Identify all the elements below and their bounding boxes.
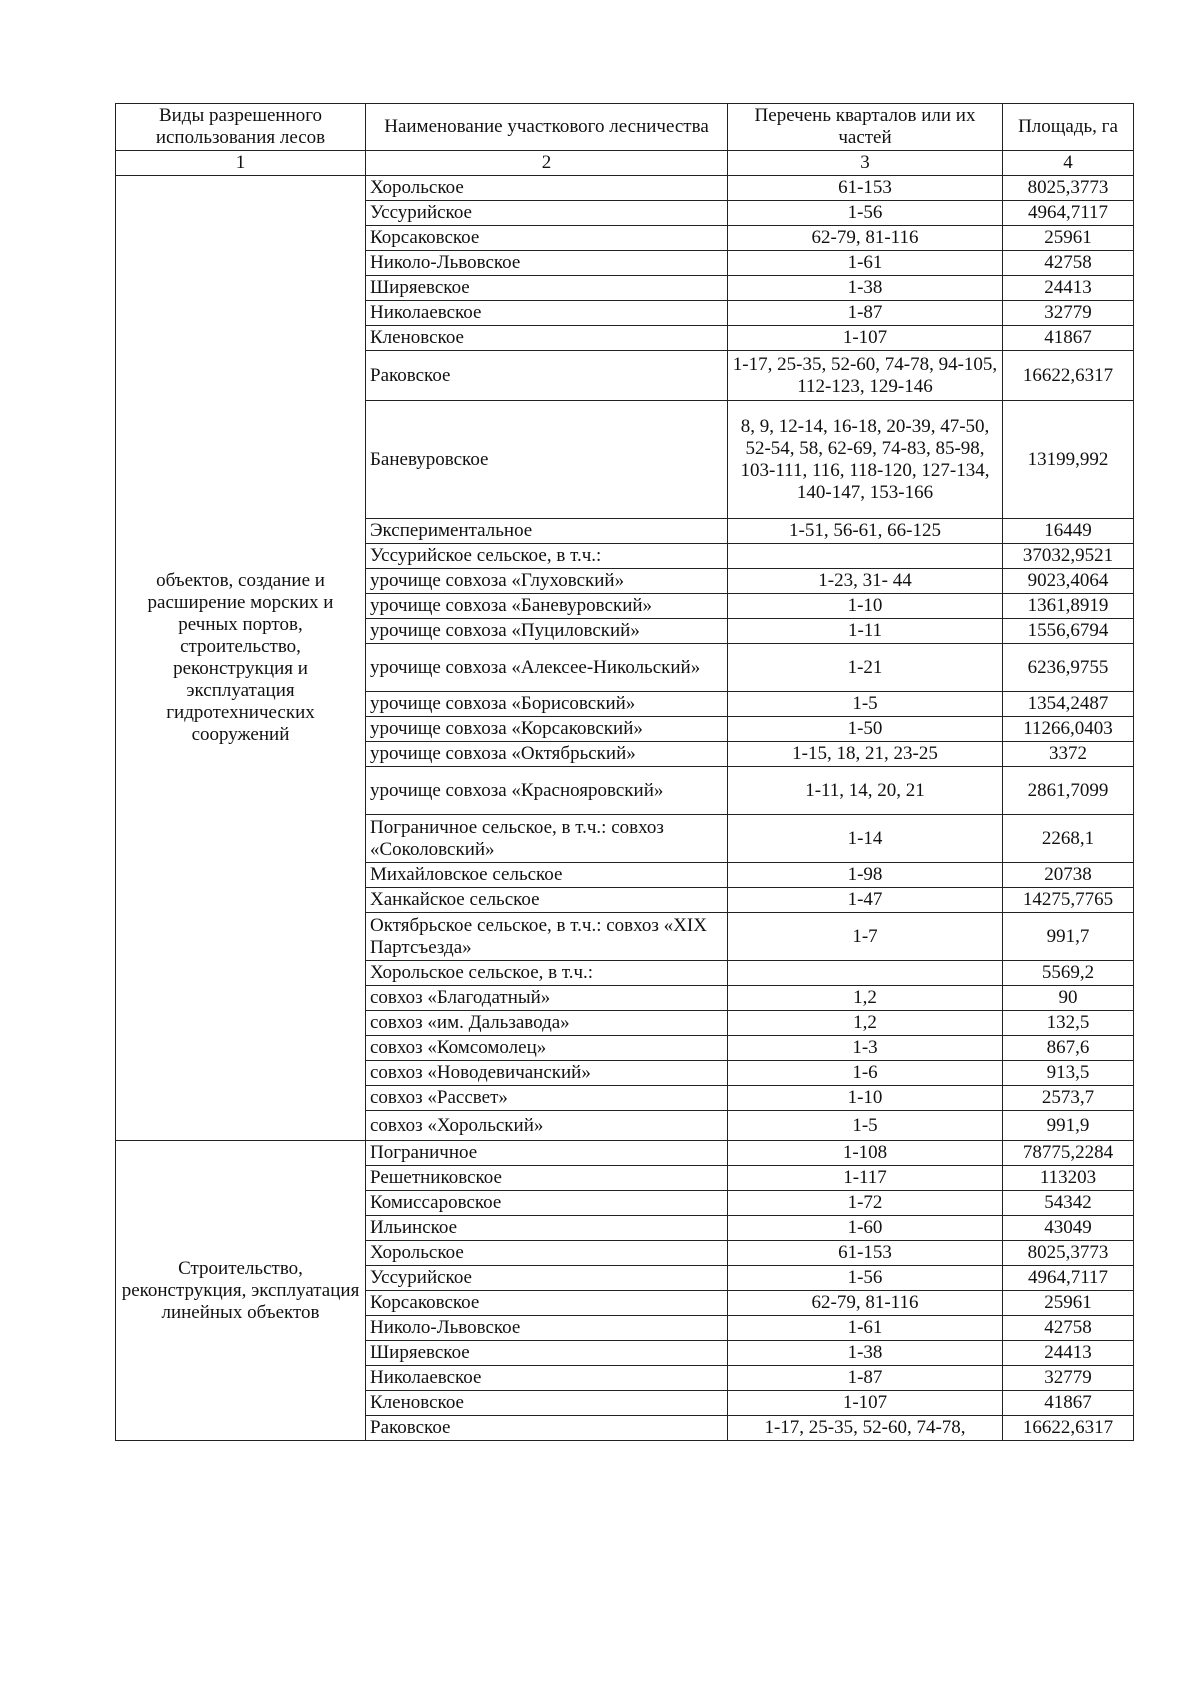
use-type-cell: объектов, создание и расширение морских и речных портов, строительство, реконструкция и эксплуатация гидротехнических сооружений [116, 176, 366, 1141]
quarters-cell: 61-153 [728, 176, 1003, 201]
header-quarters: Перечень кварталов или их частей [728, 104, 1003, 151]
header-row [116, 104, 1134, 151]
quarters-cell: 1-72 [728, 1191, 1003, 1216]
area-cell: 1354,2487 [1003, 692, 1134, 717]
area-cell: 32779 [1003, 301, 1134, 326]
quarters-cell: 1-61 [728, 251, 1003, 276]
quarters-cell: 1-60 [728, 1216, 1003, 1241]
forestry-name-cell: Октябрьское сельское, в т.ч.: совхоз «XIX Партсъезда» [366, 913, 728, 961]
quarters-cell: 1-107 [728, 1391, 1003, 1416]
area-cell: 5569,2 [1003, 961, 1134, 986]
quarters-cell: 1-5 [728, 1111, 1003, 1141]
quarters-cell: 1-11, 14, 20, 21 [728, 767, 1003, 815]
area-cell: 13199,992 [1003, 401, 1134, 519]
quarters-cell: 61-153 [728, 1241, 1003, 1266]
area-cell: 4964,7117 [1003, 201, 1134, 226]
quarters-cell: 1-87 [728, 1366, 1003, 1391]
area-cell: 25961 [1003, 226, 1134, 251]
forestry-name-cell: Ширяевское [366, 1341, 728, 1366]
forestry-name-cell: Кленовское [366, 1391, 728, 1416]
forestry-name-cell: Кленовское [366, 326, 728, 351]
quarters-cell: 62-79, 81-116 [728, 226, 1003, 251]
area-cell: 24413 [1003, 276, 1134, 301]
header-forestry-name: Наименование участкового лесничества [366, 104, 728, 151]
forestry-name-cell: урочище совхоза «Борисовский» [366, 692, 728, 717]
forestry-name-cell: Ильинское [366, 1216, 728, 1241]
area-cell: 43049 [1003, 1216, 1134, 1241]
forestry-name-cell: Уссурийское сельское, в т.ч.: [366, 544, 728, 569]
area-cell: 25961 [1003, 1291, 1134, 1316]
quarters-cell: 8, 9, 12-14, 16-18, 20-39, 47-50, 52-54, 58, 62-69, 74-83, 85-98, 103-111, 116, 118-120, 127-134, 140-147, 153-166 [728, 401, 1003, 519]
col-number: 2 [366, 151, 728, 176]
area-cell: 8025,3773 [1003, 1241, 1134, 1266]
forestry-name-cell: Корсаковское [366, 1291, 728, 1316]
col-number: 4 [1003, 151, 1134, 176]
quarters-cell: 1-17, 25-35, 52-60, 74-78, 94-105, 112-123, 129-146 [728, 351, 1003, 401]
area-cell: 14275,7765 [1003, 888, 1134, 913]
area-cell: 2268,1 [1003, 815, 1134, 863]
quarters-cell: 1-10 [728, 594, 1003, 619]
table-body [116, 104, 1134, 1441]
forestry-name-cell: урочище совхоза «Баневуровский» [366, 594, 728, 619]
col-number: 1 [116, 151, 366, 176]
quarters-cell: 1-38 [728, 1341, 1003, 1366]
area-cell: 991,7 [1003, 913, 1134, 961]
quarters-cell: 1-14 [728, 815, 1003, 863]
table-row [116, 1141, 1134, 1166]
table-row [116, 176, 1134, 201]
quarters-cell: 1-38 [728, 276, 1003, 301]
forestry-name-cell: Николаевское [366, 301, 728, 326]
use-type-cell: Строительство, реконструкция, эксплуатация линейных объектов [116, 1141, 366, 1441]
area-cell: 16622,6317 [1003, 1416, 1134, 1441]
area-cell: 20738 [1003, 863, 1134, 888]
quarters-cell: 1-21 [728, 644, 1003, 692]
area-cell: 41867 [1003, 326, 1134, 351]
forestry-name-cell: урочище совхоза «Пуциловский» [366, 619, 728, 644]
forestry-name-cell: Ширяевское [366, 276, 728, 301]
area-cell: 42758 [1003, 1316, 1134, 1341]
quarters-cell: 1-17, 25-35, 52-60, 74-78, [728, 1416, 1003, 1441]
area-cell: 11266,0403 [1003, 717, 1134, 742]
quarters-cell: 1-47 [728, 888, 1003, 913]
quarters-cell: 1-11 [728, 619, 1003, 644]
forestry-name-cell: Раковское [366, 1416, 728, 1441]
forestry-name-cell: совхоз «им. Дальзавода» [366, 1011, 728, 1036]
area-cell: 991,9 [1003, 1111, 1134, 1141]
forestry-name-cell: Баневуровское [366, 401, 728, 519]
forestry-name-cell: совхоз «Благодатный» [366, 986, 728, 1011]
forestry-name-cell: Комиссаровское [366, 1191, 728, 1216]
forestry-name-cell: Николо-Львовское [366, 1316, 728, 1341]
forestry-name-cell: Уссурийское [366, 1266, 728, 1291]
area-cell: 867,6 [1003, 1036, 1134, 1061]
area-cell: 78775,2284 [1003, 1141, 1134, 1166]
forestry-name-cell: Михайловское сельское [366, 863, 728, 888]
area-cell: 1361,8919 [1003, 594, 1134, 619]
area-cell: 8025,3773 [1003, 176, 1134, 201]
area-cell: 6236,9755 [1003, 644, 1134, 692]
quarters-cell: 1-10 [728, 1086, 1003, 1111]
quarters-cell: 1-15, 18, 21, 23-25 [728, 742, 1003, 767]
quarters-cell [728, 544, 1003, 569]
area-cell: 113203 [1003, 1166, 1134, 1191]
forestry-name-cell: урочище совхоза «Октябрьский» [366, 742, 728, 767]
quarters-cell: 1-98 [728, 863, 1003, 888]
forestry-name-cell: Хорольское сельское, в т.ч.: [366, 961, 728, 986]
area-cell: 54342 [1003, 1191, 1134, 1216]
area-cell: 32779 [1003, 1366, 1134, 1391]
quarters-cell: 1-61 [728, 1316, 1003, 1341]
forestry-name-cell: урочище совхоза «Краснояровский» [366, 767, 728, 815]
forestry-name-cell: Раковское [366, 351, 728, 401]
numbering-row [116, 151, 1134, 176]
forestry-name-cell: Хорольское [366, 1241, 728, 1266]
header-use-type: Виды разрешенного использования лесов [116, 104, 366, 151]
forest-use-table [115, 103, 1134, 1441]
forestry-name-cell: урочище совхоза «Алексее-Никольский» [366, 644, 728, 692]
forestry-name-cell: Уссурийское [366, 201, 728, 226]
area-cell: 1556,6794 [1003, 619, 1134, 644]
header-area: Площадь, га [1003, 104, 1134, 151]
area-cell: 2861,7099 [1003, 767, 1134, 815]
area-cell: 913,5 [1003, 1061, 1134, 1086]
area-cell: 42758 [1003, 251, 1134, 276]
quarters-cell: 1-7 [728, 913, 1003, 961]
forestry-name-cell: Николаевское [366, 1366, 728, 1391]
quarters-cell: 1-6 [728, 1061, 1003, 1086]
forestry-name-cell: урочище совхоза «Корсаковский» [366, 717, 728, 742]
area-cell: 4964,7117 [1003, 1266, 1134, 1291]
quarters-cell: 1-56 [728, 1266, 1003, 1291]
forestry-name-cell: Пограничное [366, 1141, 728, 1166]
forestry-name-cell: совхоз «Комсомолец» [366, 1036, 728, 1061]
area-cell: 90 [1003, 986, 1134, 1011]
forestry-name-cell: Пограничное сельское, в т.ч.: совхоз «Соколовский» [366, 815, 728, 863]
forestry-name-cell: Корсаковское [366, 226, 728, 251]
area-cell: 16622,6317 [1003, 351, 1134, 401]
area-cell: 37032,9521 [1003, 544, 1134, 569]
forestry-name-cell: урочище совхоза «Глуховский» [366, 569, 728, 594]
quarters-cell: 1,2 [728, 986, 1003, 1011]
quarters-cell: 1-51, 56-61, 66-125 [728, 519, 1003, 544]
area-cell: 16449 [1003, 519, 1134, 544]
quarters-cell: 1-108 [728, 1141, 1003, 1166]
quarters-cell: 1-117 [728, 1166, 1003, 1191]
area-cell: 41867 [1003, 1391, 1134, 1416]
area-cell: 3372 [1003, 742, 1134, 767]
quarters-cell: 1-107 [728, 326, 1003, 351]
forestry-name-cell: Николо-Львовское [366, 251, 728, 276]
forestry-name-cell: совхоз «Хорольский» [366, 1111, 728, 1141]
quarters-cell: 1,2 [728, 1011, 1003, 1036]
quarters-cell: 1-3 [728, 1036, 1003, 1061]
forestry-name-cell: Хорольское [366, 176, 728, 201]
quarters-cell: 1-23, 31- 44 [728, 569, 1003, 594]
quarters-cell [728, 961, 1003, 986]
area-cell: 9023,4064 [1003, 569, 1134, 594]
quarters-cell: 1-87 [728, 301, 1003, 326]
area-cell: 132,5 [1003, 1011, 1134, 1036]
forestry-name-cell: совхоз «Новодевичанский» [366, 1061, 728, 1086]
col-number: 3 [728, 151, 1003, 176]
forestry-name-cell: Ханкайское сельское [366, 888, 728, 913]
quarters-cell: 1-50 [728, 717, 1003, 742]
quarters-cell: 1-56 [728, 201, 1003, 226]
quarters-cell: 62-79, 81-116 [728, 1291, 1003, 1316]
area-cell: 2573,7 [1003, 1086, 1134, 1111]
area-cell: 24413 [1003, 1341, 1134, 1366]
forestry-name-cell: Решетниковское [366, 1166, 728, 1191]
forestry-name-cell: Экспериментальное [366, 519, 728, 544]
forestry-name-cell: совхоз «Рассвет» [366, 1086, 728, 1111]
quarters-cell: 1-5 [728, 692, 1003, 717]
